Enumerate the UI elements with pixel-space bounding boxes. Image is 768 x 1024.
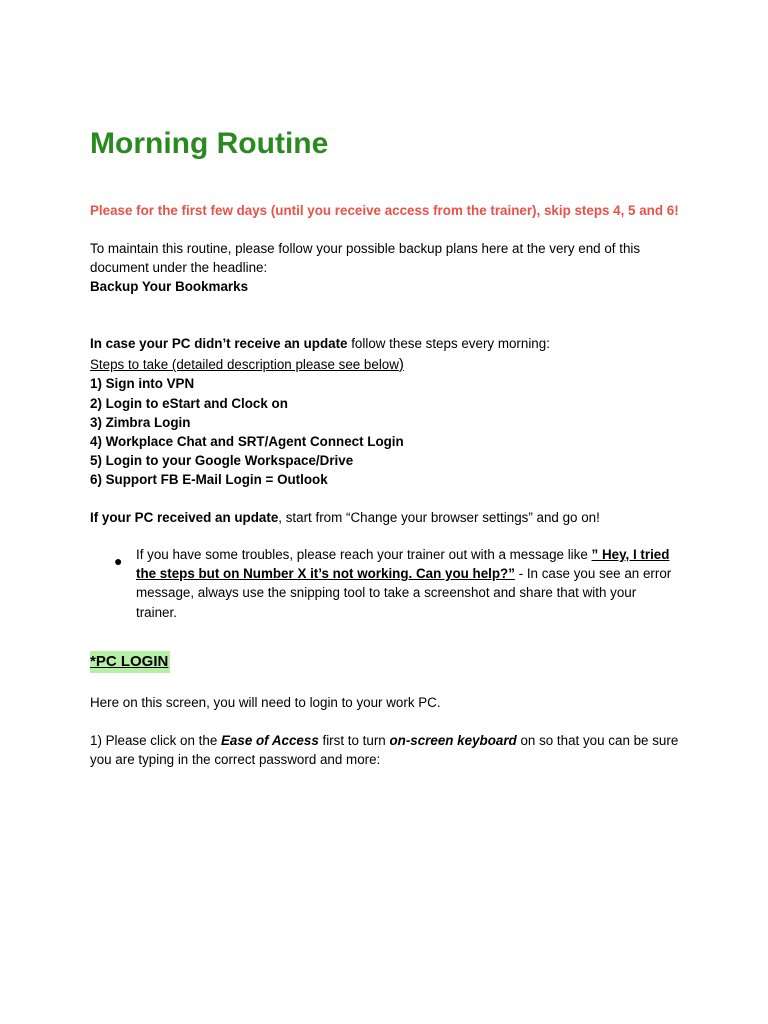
step1-prefix: 1) Please click on the [90, 733, 221, 748]
bullet-icon: ● [114, 553, 123, 569]
bullet-text-after: - In case you see an error message, always use the snipping tool to take a screenshot and share that with your trainer. [136, 566, 672, 620]
update-paragraph [90, 508, 600, 527]
step1-ease-of-access: Ease of Access [221, 733, 319, 748]
step1-mid: first to turn [318, 733, 390, 748]
pc-login-heading: *PC LOGIN [90, 651, 170, 673]
case-rest-text: follow these steps every morning: [347, 336, 550, 351]
step1-line-1 [90, 731, 678, 750]
list-item: 4) Workplace Chat and SRT/Agent Connect Login [90, 434, 404, 449]
list-item: 5) Login to your Google Workspace/Drive [90, 453, 354, 468]
case-bold-text: In case your PC didn’t receive an update [90, 336, 348, 351]
bullet-paragraph [136, 545, 676, 622]
document-title: Morning Routine [90, 127, 329, 160]
list-item: 1) Sign into VPN [90, 376, 195, 391]
case-paragraph [90, 334, 550, 353]
list-item: 6) Support FB E-Mail Login = Outlook [90, 472, 328, 487]
update-rest-text: , start from “Change your browser settings” and go on! [278, 510, 600, 525]
step1-on-screen-keyboard: on-screen keyboard [389, 733, 517, 748]
warning-note: Please for the first few days (until you receive access from the trainer), skip steps 4, 5 and 6! [90, 203, 679, 218]
steps-intro-text: Steps to take (detailed description please see below [90, 357, 399, 372]
pc-login-text: Here on this screen, you will need to login to your work PC. [90, 695, 441, 710]
intro-headline: Backup Your Bookmarks [90, 279, 249, 294]
bullet-quote: ” Hey, I tried the steps but on Number X it’s not working. Can you help?” [136, 547, 670, 582]
steps-intro [90, 355, 404, 374]
step1-line-2: you are typing in the correct password and more: [90, 752, 381, 767]
steps-intro-paren: ) [398, 356, 404, 373]
document-page [90, 0, 690, 1024]
list-item: 2) Login to eStart and Clock on [90, 396, 288, 411]
update-bold-text: If your PC received an update [90, 510, 279, 525]
list-item: 3) Zimbra Login [90, 415, 191, 430]
intro-line-1: To maintain this routine, please follow your possible backup plans here at the very end of this [90, 241, 641, 256]
step1-suffix: on so that you can be sure [516, 733, 679, 748]
bullet-text-before: If you have some troubles, please reach your trainer out with a message like [136, 547, 592, 562]
intro-line-2: document under the headline: [90, 260, 268, 275]
